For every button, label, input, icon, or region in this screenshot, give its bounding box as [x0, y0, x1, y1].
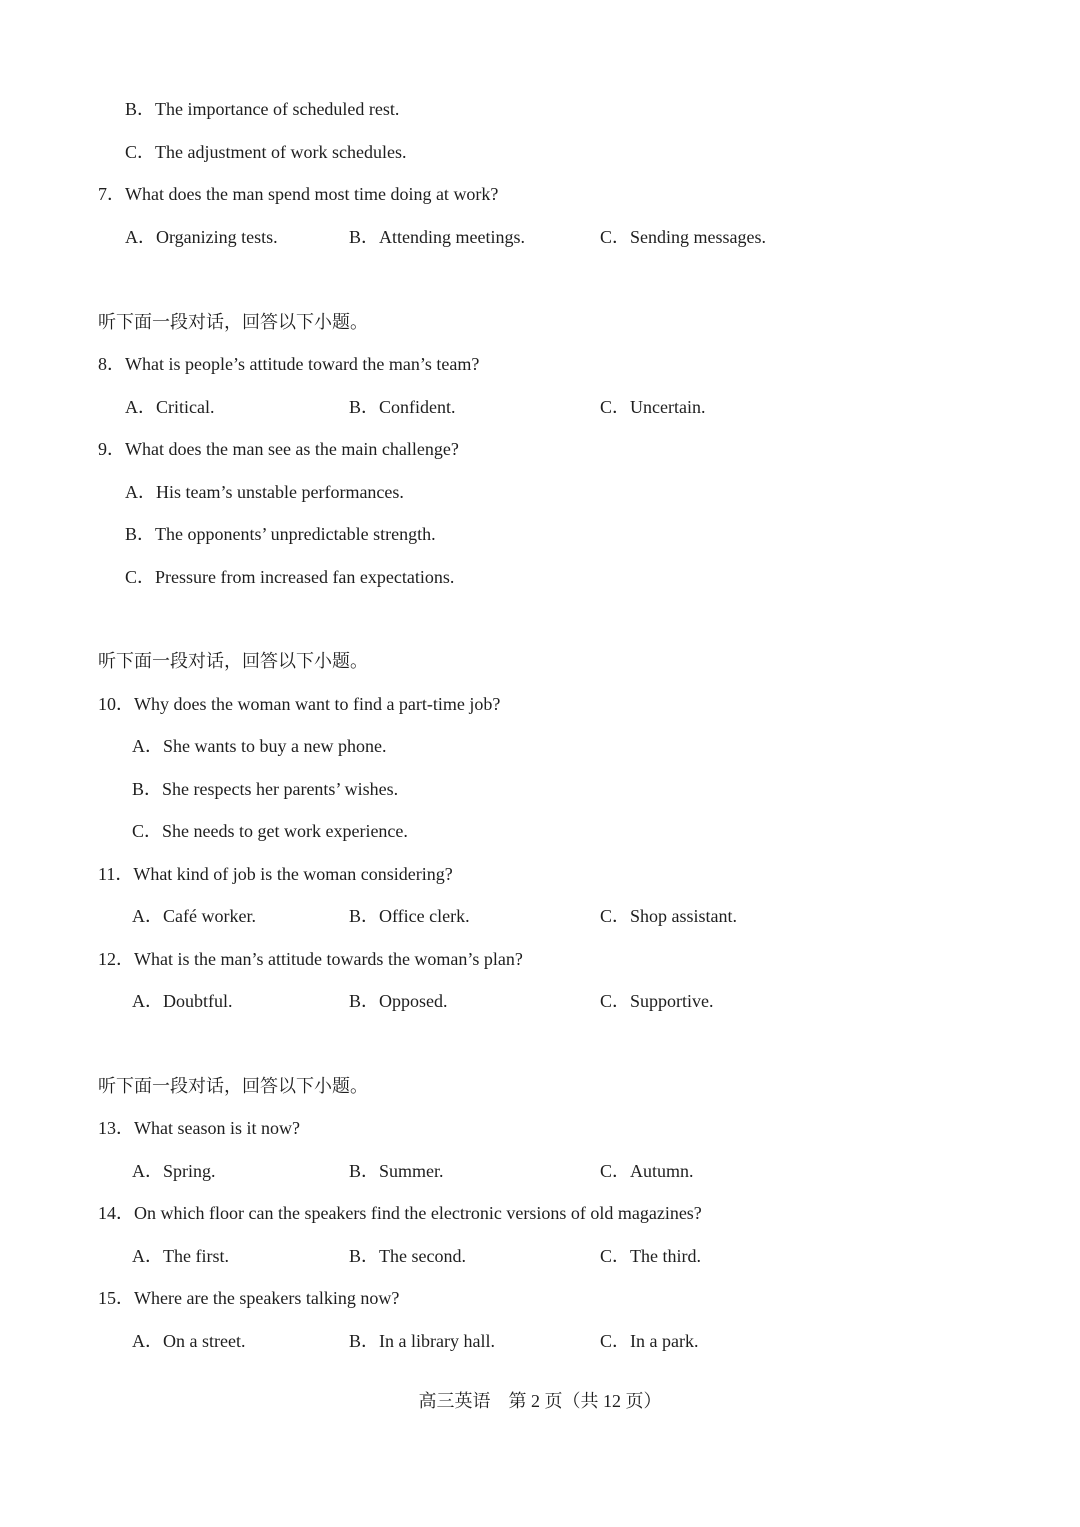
- question-8-stem: 8．What is people’s attitude toward the man’s team?: [98, 354, 480, 374]
- q12-option-a: A．Doubtful.: [132, 991, 233, 1011]
- section-intro: 听下面一段对话，回答以下小题。: [98, 651, 368, 671]
- question-11-stem: 11．What kind of job is the woman considering?: [98, 864, 453, 884]
- section-intro: 听下面一段对话，回答以下小题。: [98, 312, 368, 332]
- q10-option-b: B．She respects her parents’ wishes.: [132, 779, 399, 799]
- q11-option-c: C．Shop assistant.: [600, 906, 738, 926]
- q7-option-c: C．Sending messages.: [600, 227, 766, 247]
- question-14-stem: 14．On which floor can the speakers find the electronic versions of old magazines?: [98, 1203, 702, 1223]
- q14-option-a: A．The first.: [132, 1246, 229, 1266]
- q10-option-c: C．She needs to get work experience.: [132, 821, 408, 841]
- q12-option-b: B．Opposed.: [349, 991, 448, 1011]
- q13-option-a: A．Spring.: [132, 1161, 216, 1181]
- q15-option-a: A．On a street.: [132, 1331, 246, 1351]
- q6-option-c: C．The adjustment of work schedules.: [125, 142, 407, 162]
- q9-option-c: C．Pressure from increased fan expectations.: [125, 567, 455, 587]
- q7-option-b: B．Attending meetings.: [349, 227, 525, 247]
- q9-option-a: A．His team’s unstable performances.: [125, 482, 404, 502]
- q8-option-a: A．Critical.: [125, 397, 215, 417]
- q15-option-c: C．In a park.: [600, 1331, 699, 1351]
- question-10-stem: 10．Why does the woman want to find a part-time job?: [98, 694, 501, 714]
- q15-option-b: B．In a library hall.: [349, 1331, 495, 1351]
- q14-option-b: B．The second.: [349, 1246, 466, 1266]
- q13-option-c: C．Autumn.: [600, 1161, 694, 1181]
- q7-option-a: A．Organizing tests.: [125, 227, 278, 247]
- q8-option-b: B．Confident.: [349, 397, 456, 417]
- q8-option-c: C．Uncertain.: [600, 397, 706, 417]
- question-9-stem: 9．What does the man see as the main challenge?: [98, 439, 459, 459]
- q6-option-b: B．The importance of scheduled rest.: [125, 99, 400, 119]
- question-7-stem: 7．What does the man spend most time doing at work?: [98, 184, 499, 204]
- q9-option-b: B．The opponents’ unpredictable strength.: [125, 524, 436, 544]
- question-12-stem: 12．What is the man’s attitude towards the woman’s plan?: [98, 949, 523, 969]
- question-13-stem: 13．What season is it now?: [98, 1118, 300, 1138]
- page-footer: 高三英语 第 2 页（共 12 页）: [418, 1391, 662, 1411]
- q10-option-a: A．She wants to buy a new phone.: [132, 736, 387, 756]
- q11-option-b: B．Office clerk.: [349, 906, 470, 926]
- section-intro: 听下面一段对话，回答以下小题。: [98, 1076, 368, 1096]
- q11-option-a: A．Café worker.: [132, 906, 256, 926]
- q14-option-c: C．The third.: [600, 1246, 701, 1266]
- question-15-stem: 15．Where are the speakers talking now?: [98, 1288, 400, 1308]
- q13-option-b: B．Summer.: [349, 1161, 444, 1181]
- q12-option-c: C．Supportive.: [600, 991, 714, 1011]
